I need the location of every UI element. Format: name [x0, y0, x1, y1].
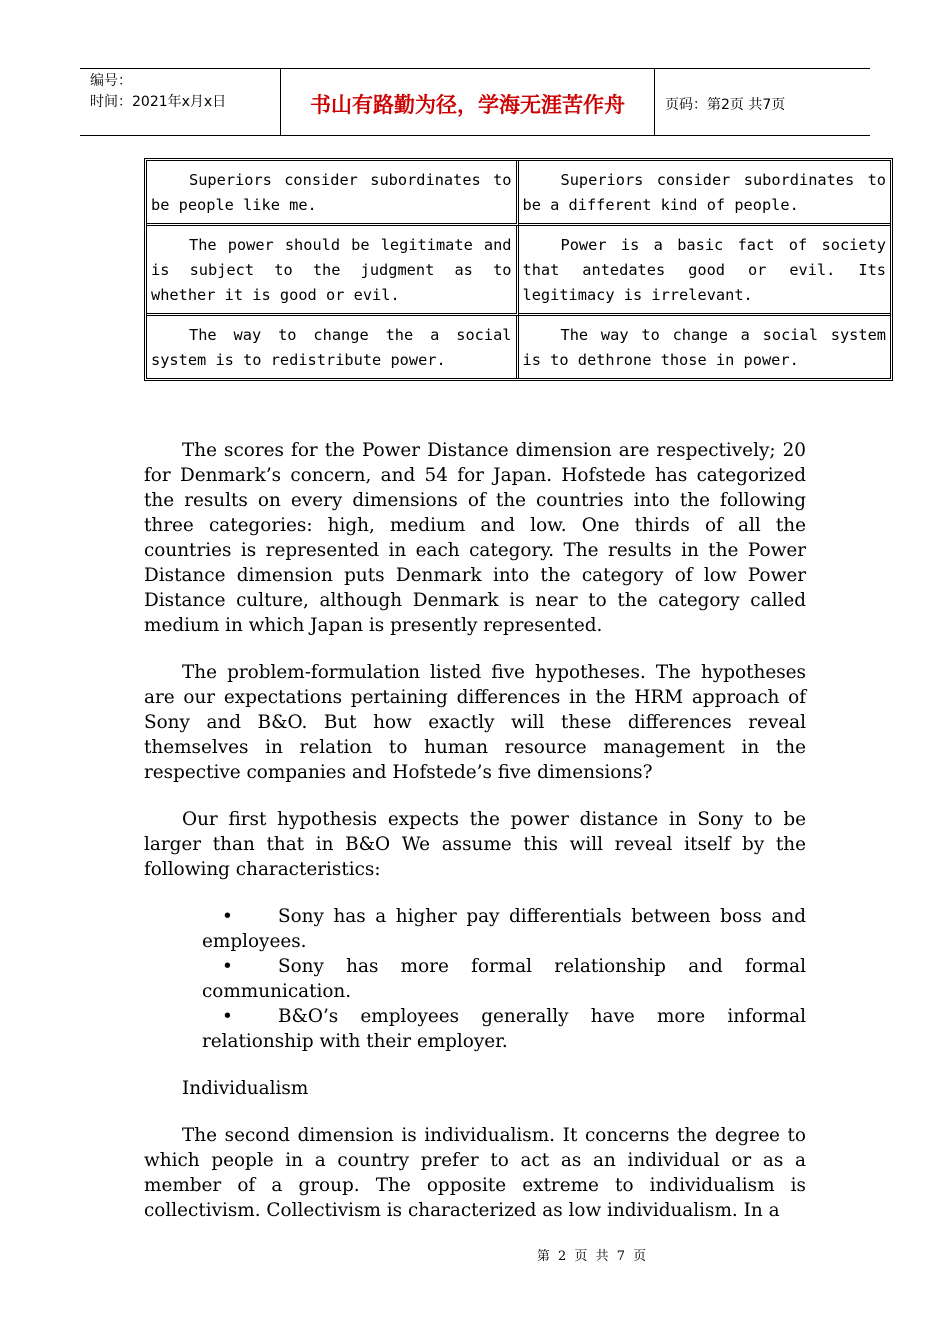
list-item: • Sony has a higher pay differentials between boss and employees.	[202, 906, 806, 952]
table-cell-right: The way to change a social system is to dethrone those in power.	[522, 326, 886, 369]
paragraph-hypotheses: The problem-formulation listed five hypotheses. The hypotheses are our expectations pertaining differences in the HRM approach of Sony and B&O. But how exactly will these differences reveal themselves in relation to human resource management in the respective companies and Hofstede’s five dimensions?	[144, 662, 806, 783]
header-motto: 书山有路勤为径，学海无涯苦作舟	[281, 69, 655, 135]
table-row	[147, 226, 890, 316]
comparison-table	[144, 158, 893, 381]
table-row	[147, 316, 890, 378]
table-cell-right: Power is a basic fact of society that antedates good or evil. Its legitimacy is irrelevant.	[519, 226, 891, 316]
document-body	[144, 438, 806, 1245]
characteristics-list	[202, 904, 806, 1054]
bullet-icon: •	[222, 906, 233, 927]
bullet-icon: •	[222, 956, 233, 977]
paragraph-individualism: The second dimension is individualism. It concerns the degree to which people in a country prefer to act as an individual or as a member of a group. The opposite extreme to individualism is collectivism. Collectivism is characterized as low individualism. In a	[144, 1125, 806, 1221]
list-item: • Sony has more formal relationship and formal communication.	[202, 956, 806, 1002]
footer-page-number: 第 2 页 共 7 页	[536, 1249, 649, 1264]
number-label: 编号：	[90, 73, 132, 89]
table-row	[147, 161, 890, 226]
table-cell-left: The power should be legitimate and is subject to the judgment as to whether it is good or evil.	[147, 226, 519, 316]
page-footer	[0, 1245, 950, 1264]
table-cell-right: Superiors consider subordinates to be a different kind of people.	[519, 161, 891, 226]
paragraph-first-hypothesis: Our first hypothesis expects the power distance in Sony to be larger than that in B&O We assume this will reveal itself by the following characteristics:	[144, 809, 806, 880]
table-cell-left: Superiors consider subordinates to be people like me.	[147, 161, 519, 226]
header-meta-cell	[80, 69, 281, 135]
header-page-info: 页码：第2页 共7页	[665, 97, 786, 113]
time-label: 时间：2021年x月x日	[90, 94, 227, 110]
section-heading: Individualism	[182, 1078, 309, 1099]
document-header	[80, 68, 870, 136]
list-item: • B&O’s employees generally have more informal relationship with their employer.	[202, 1006, 806, 1052]
bullet-icon: •	[222, 1006, 233, 1027]
paragraph-power-distance-scores: The scores for the Power Distance dimension are respectively; 20 for Denmark’s concern, and 54 for Japan. Hofstede has categorized the results on every dimensions of the countries into the following three categories: high, medium and low. One thirds of all the countries is represented in each category. The results in the Power Distance dimension puts Denmark into the category of low Power Distance culture, although Denmark is near to the category called medium in which Japan is presently represented.	[144, 440, 806, 636]
table-cell-left: The way to change the a social system is to redistribute power.	[147, 316, 519, 378]
